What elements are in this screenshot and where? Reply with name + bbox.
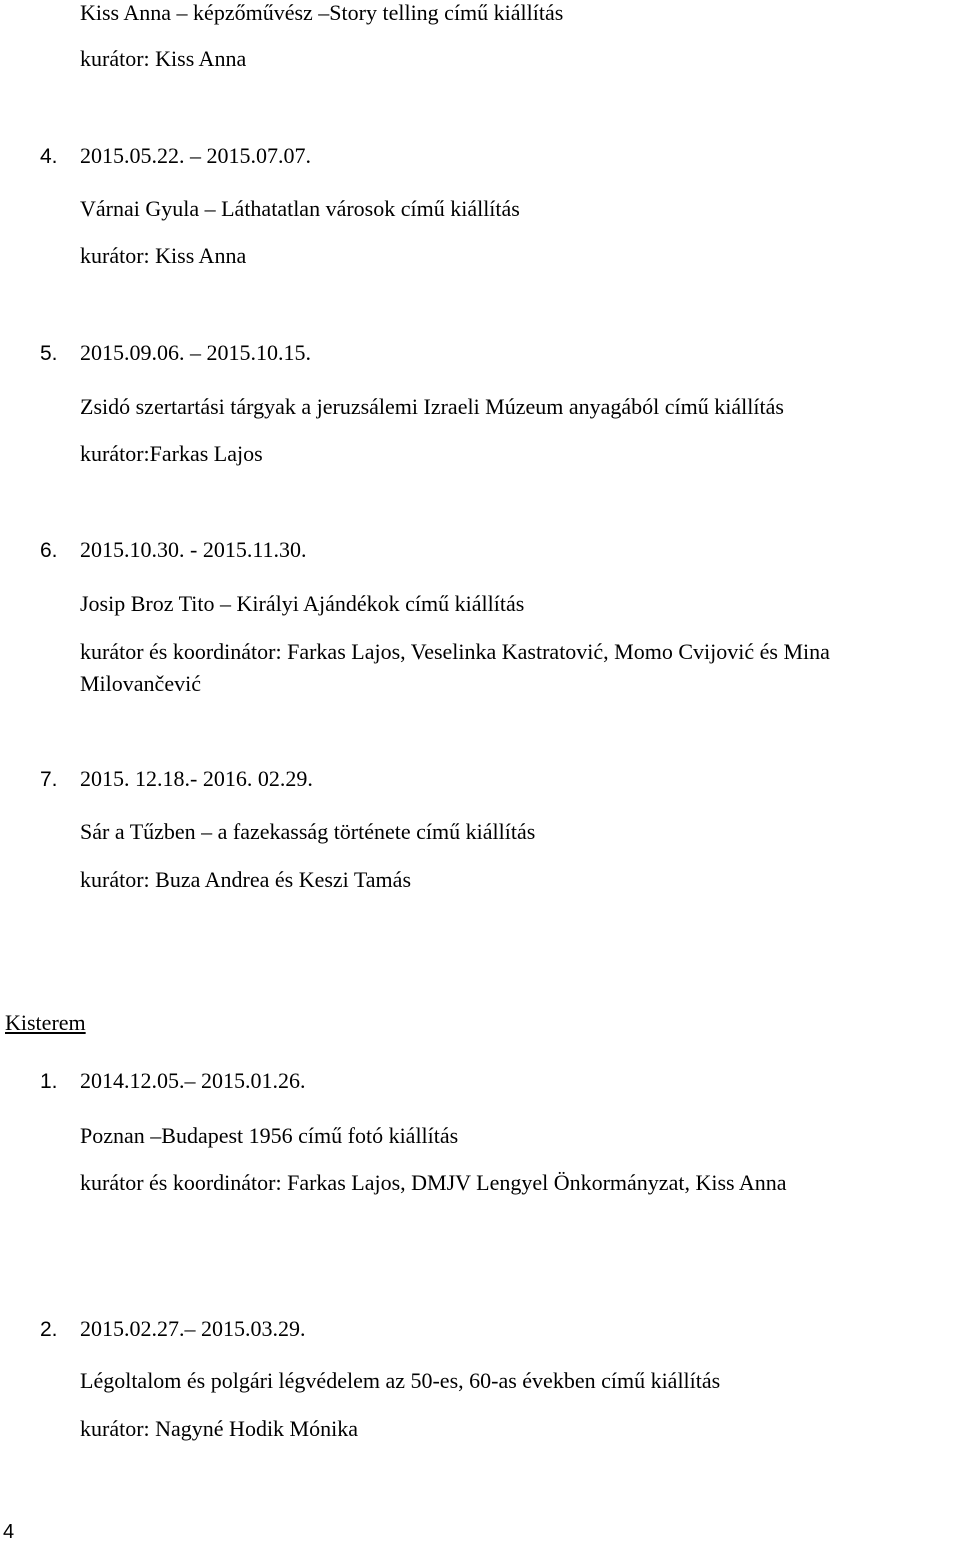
entry-4-header [40, 143, 311, 170]
section-heading: Kisterem [5, 1010, 86, 1035]
kisterem-entry-2-title: Légoltalom és polgári légvédelem az 50-es, 60-as években című kiállítás [80, 1368, 721, 1393]
entry-dates: 2015.05.22. – 2015.07.07. [80, 143, 311, 168]
entry-number: 4. [40, 145, 58, 168]
entry-dates: 2015.10.30. - 2015.11.30. [80, 537, 307, 562]
entry-dates: 2015. 12.18.- 2016. 02.29. [80, 766, 313, 791]
entry-number: 7. [40, 768, 58, 791]
entry-5-title: Zsidó szertartási tárgyak a jeruzsálemi Izraeli Múzeum anyagából című kiállítás [80, 394, 784, 419]
entry-6-header [40, 537, 307, 564]
entry-6-title: Josip Broz Tito – Királyi Ajándékok című kiállítás [80, 591, 525, 616]
entry-5-curator: kurátor:Farkas Lajos [80, 441, 263, 466]
entry-4-curator: kurátor: Kiss Anna [80, 243, 247, 268]
entry-7-header [40, 766, 313, 793]
kisterem-entry-2-header [40, 1316, 306, 1343]
kisterem-entry-2-curator: kurátor: Nagyné Hodik Mónika [80, 1416, 358, 1441]
entry-number: 6. [40, 539, 58, 562]
entry-number: 5. [40, 342, 58, 365]
entry-6-curator-line1: kurátor és koordinátor: Farkas Lajos, Veselinka Kastratović, Momo Cvijović és Mina [80, 639, 830, 664]
entry-4-title: Várnai Gyula – Láthatatlan városok című kiállítás [80, 196, 520, 221]
entry-number: 2. [40, 1318, 58, 1341]
kisterem-entry-1-header [40, 1068, 306, 1095]
entry-5-header [40, 340, 311, 367]
prelude-title: Kiss Anna – képzőművész –Story telling című kiállítás [80, 0, 564, 25]
prelude-curator: kurátor: Kiss Anna [80, 46, 247, 71]
entry-7-title: Sár a Tűzben – a fazekasság története című kiállítás [80, 819, 536, 844]
entry-dates: 2014.12.05.– 2015.01.26. [80, 1068, 306, 1093]
kisterem-entry-1-title: Poznan –Budapest 1956 című fotó kiállítás [80, 1123, 459, 1148]
entry-dates: 2015.02.27.– 2015.03.29. [80, 1316, 306, 1341]
entry-6-curator-line2: Milovančević [80, 671, 201, 696]
page-number: 4 [3, 1521, 15, 1543]
kisterem-entry-1-curator: kurátor és koordinátor: Farkas Lajos, DMJV Lengyel Önkormányzat, Kiss Anna [80, 1170, 787, 1195]
entry-number: 1. [40, 1070, 58, 1093]
entry-dates: 2015.09.06. – 2015.10.15. [80, 340, 311, 365]
entry-7-curator: kurátor: Buza Andrea és Keszi Tamás [80, 867, 411, 892]
